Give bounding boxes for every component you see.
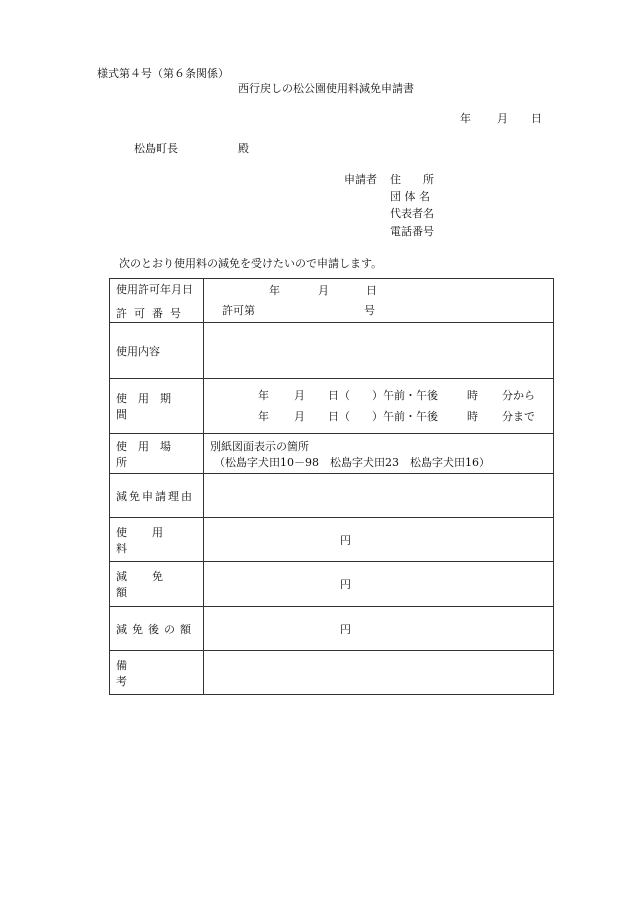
place-line2: （松島字犬田10－98 松島字犬田23 松島字犬田16） <box>214 456 490 469</box>
place-value-cell <box>204 434 554 474</box>
permit-year: 年 <box>269 284 280 297</box>
fee-input[interactable] <box>204 518 554 562</box>
reduction-label: 減免額 <box>116 570 188 599</box>
date-day-label: 日 <box>531 112 542 125</box>
permit-number-label: 許可番号 <box>116 306 188 320</box>
remarks-row <box>110 651 554 695</box>
period-start-minute: 分から <box>502 389 535 402</box>
permit-label-cell <box>110 279 204 323</box>
applicant-group-label: 団 体 名 <box>390 190 430 203</box>
application-table <box>109 278 554 695</box>
reduction-row <box>110 562 554 607</box>
remarks-label-cell <box>110 651 204 695</box>
place-line1: 別紙図面表示の箇所 <box>210 440 309 453</box>
period-start-year: 年 <box>258 389 269 402</box>
period-start-hour: 時 <box>467 389 478 402</box>
applicant-representative-label: 代表者名 <box>390 207 434 220</box>
period-end-year: 年 <box>258 410 269 423</box>
applicant-label: 申請者 <box>344 173 377 186</box>
permit-date-label: 使用許可年月日 <box>116 282 193 296</box>
place-label-cell <box>110 434 204 474</box>
remarks-label: 備考 <box>116 658 185 688</box>
fee-label-cell <box>110 518 204 562</box>
date-year-label: 年 <box>460 112 471 125</box>
after-input[interactable] <box>204 607 554 651</box>
period-start-day: 日（ <box>328 389 350 402</box>
period-end-day: 日（ <box>328 410 350 423</box>
applicant-phone-label: 電話番号 <box>390 225 434 238</box>
period-start-month: 月 <box>294 389 305 402</box>
after-label-cell <box>110 607 204 651</box>
content-input[interactable] <box>204 323 554 379</box>
reason-input[interactable] <box>204 474 554 518</box>
permit-value-cell[interactable] <box>204 279 554 323</box>
date-month-label: 月 <box>497 112 508 125</box>
after-unit: 円 <box>340 623 351 636</box>
reduction-unit: 円 <box>340 578 351 591</box>
remarks-input[interactable] <box>204 651 554 695</box>
place-row <box>110 434 554 474</box>
reason-label-cell <box>110 474 204 518</box>
content-row <box>110 323 554 379</box>
permit-day: 日 <box>366 284 377 297</box>
reason-label: 減免申請理由 <box>116 489 194 503</box>
after-label: 減免後の額 <box>116 622 196 636</box>
applicant-address-label: 住 所 <box>390 173 434 186</box>
addressee: 松島町長 <box>134 142 178 155</box>
period-end-ampm: ）午前・午後 <box>372 410 438 423</box>
period-label: 使用期間 <box>116 392 182 421</box>
fee-row <box>110 518 554 562</box>
place-label: 使用場所 <box>116 439 182 469</box>
permit-prefix: 許可第 <box>222 304 255 317</box>
period-label-cell <box>110 379 204 434</box>
period-end-minute: 分まで <box>502 410 535 423</box>
permit-suffix: 号 <box>364 304 375 317</box>
permit-month: 月 <box>318 284 329 297</box>
period-row <box>110 379 554 434</box>
after-row <box>110 607 554 651</box>
period-start-ampm: ）午前・午後 <box>372 389 438 402</box>
honorific: 殿 <box>238 142 249 155</box>
form-number: 様式第４号（第６条関係） <box>97 67 229 80</box>
reduction-label-cell <box>110 562 204 607</box>
reduction-input[interactable] <box>204 562 554 607</box>
fee-unit: 円 <box>340 534 351 547</box>
intro-text: 次のとおり使用料の減免を受けたいので申請します。 <box>119 257 383 270</box>
period-end-month: 月 <box>294 410 305 423</box>
content-label: 使用内容 <box>116 344 160 358</box>
content-label-cell <box>110 323 204 379</box>
reason-row <box>110 474 554 518</box>
fee-label: 使用料 <box>116 525 188 555</box>
period-end-hour: 時 <box>467 410 478 423</box>
permit-row <box>110 279 554 323</box>
period-value-cell[interactable] <box>204 379 554 434</box>
document-title: 西行戻しの松公園使用料減免申請書 <box>238 82 414 95</box>
